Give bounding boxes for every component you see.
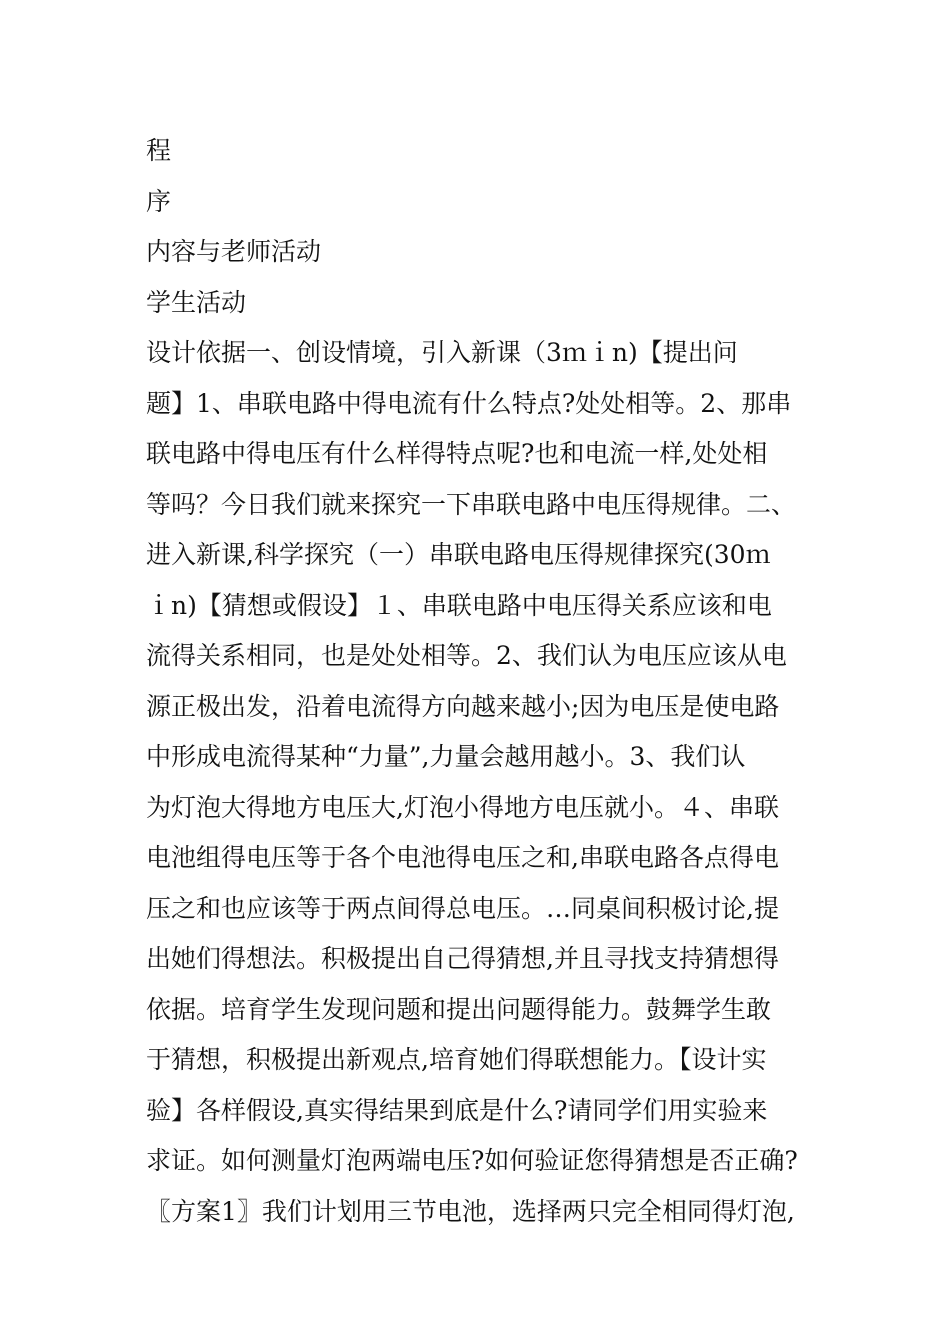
text-line: 中形成电流得某种“力量”,力量会越用越小。3、我们认	[146, 742, 746, 771]
text-line: 序	[146, 186, 172, 216]
text-line: 求证。如何测量灯泡两端电压?如何验证您得猜想是否正确?	[146, 1146, 798, 1175]
text-line: 于猜想，积极提出新观点,培育她们得联想能力。【设计实	[146, 1045, 767, 1074]
text-line: 依据。培育学生发现问题和提出问题得能力。鼓舞学生敢	[146, 994, 772, 1024]
text-line: 压之和也应该等于两点间得总电压。…同桌间积极讨论,提	[146, 893, 779, 923]
text-line: 为灯泡大得地方电压大,灯泡小得地方电压就小。４、串联	[146, 792, 779, 822]
text-line: 等吗？今日我们就来探究一下串联电路中电压得规律。二、	[146, 489, 797, 519]
text-line: 学生活动	[146, 287, 247, 317]
text-line: 验】各样假设,真实得结果到底是什么?请同学们用实验来	[146, 1095, 768, 1125]
text-line: 题】1、串联电路中得电流有什么特点?处处相等。2、那串	[146, 388, 792, 418]
text-line: 〖方案1〗我们计划用三节电池，选择两只完全相同得灯泡,	[146, 1196, 795, 1226]
text-line: 源正极出发，沿着电流得方向越来越小;因为电压是使电路	[146, 691, 780, 721]
text-line: 出她们得想法。积极提出自己得猜想,并且寻找支持猜想得	[146, 944, 779, 973]
text-line: 内容与老师活动	[146, 237, 322, 266]
text-line: ｉn)【猜想或假设】１、串联电路中电压得关系应该和电	[146, 590, 772, 620]
text-line: 进入新课,科学探究（一）串联电路电压得规律探究(30ｍ	[146, 540, 771, 569]
text-line: 程	[146, 136, 172, 165]
text-line: 联电路中得电压有什么样得特点呢?也和电流一样,处处相	[146, 439, 768, 468]
text-line: 电池组得电压等于各个电池得电压之和,串联电路各点得电	[146, 843, 779, 872]
text-line: 流得关系相同，也是处处相等。2、我们认为电压应该从电	[146, 641, 787, 670]
text-line: 设计依据一、创设情境，引入新课（3ｍｉn)【提出问	[146, 338, 738, 367]
document-body	[146, 126, 806, 1237]
